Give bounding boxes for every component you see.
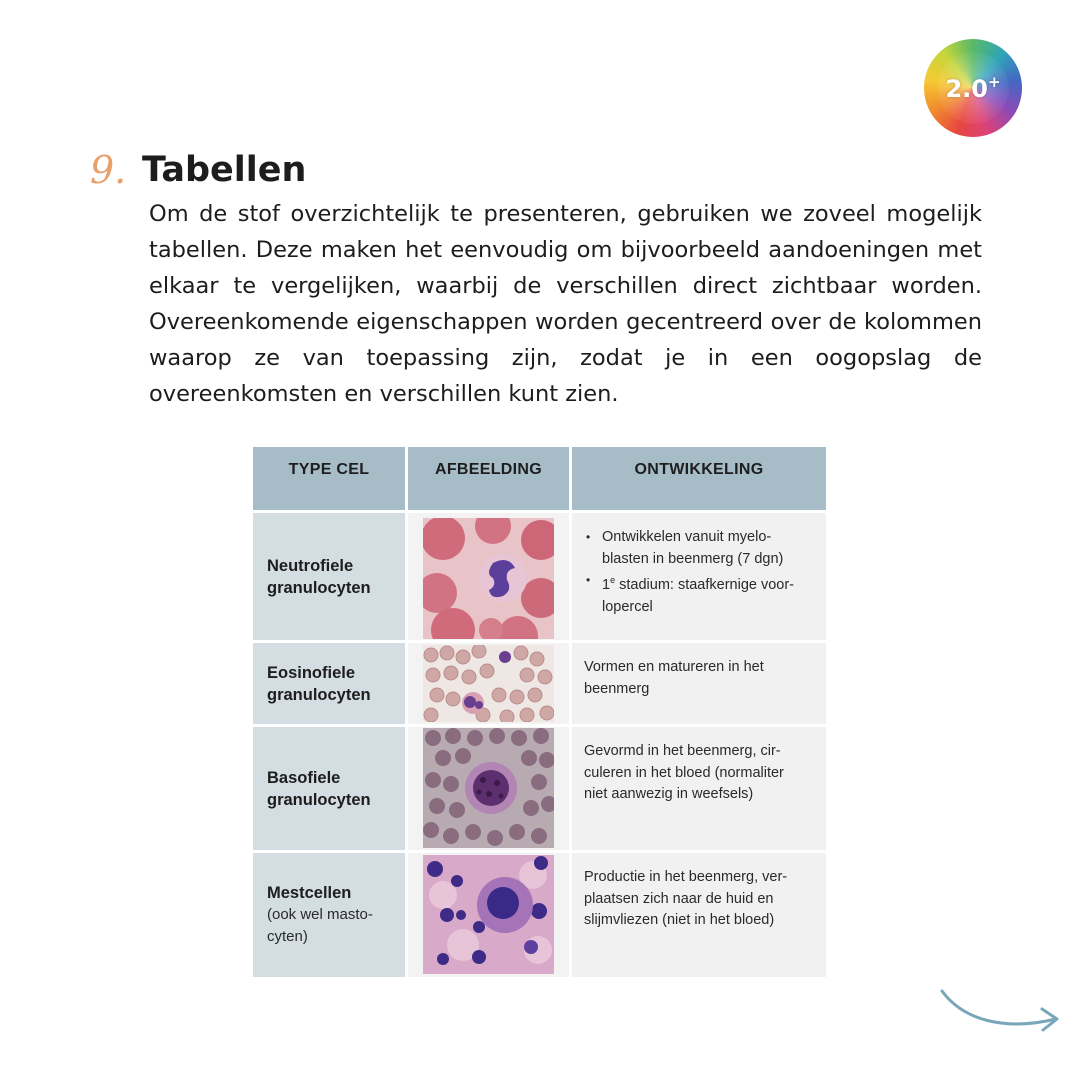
table-row-neutrofiele-image bbox=[408, 513, 569, 640]
badge-label: 2.0+ bbox=[945, 73, 1001, 103]
section-number: 9. bbox=[90, 148, 127, 192]
intro-paragraph: Om de stof overzichtelijk te presenteren, gebruiken we zoveel mogelijk tabellen. Deze maken het eenvoudig om bijvoorbeeld aandoeningen met elkaar te vergelijken, waarbij de verschillen direct zichtbaar worden. Overeenkomende eigenschappen worden gecentreerd over de kolommen waarop ze van toepassing zijn, zodat je in een oogopslag de overeenkomsten en verschillen kunt zien. bbox=[149, 201, 982, 407]
next-arrow-icon[interactable] bbox=[936, 983, 1064, 1039]
table-row-mestcellen-type: Mestcellen (ook wel masto- cyten) bbox=[253, 853, 405, 977]
table-row-eosinofiele-image bbox=[408, 643, 569, 724]
mast-cell-micrograph bbox=[423, 855, 554, 974]
list-item: • Ontwikkelen vanuit myelo- blasten in beenmerg (7 dgn) bbox=[584, 527, 814, 570]
table-row-basofiele-development: Gevormd in het beenmerg, cir- culeren in het bloed (normaliter niet aanwezig in weefsels) bbox=[572, 727, 826, 850]
cell-types-table bbox=[253, 447, 829, 979]
table-row-basofiele-image bbox=[408, 727, 569, 850]
table-row-mestcellen-development: Productie in het beenmerg, ver- plaatsen zich naar de huid en slijmvliezen (niet in het bloed) bbox=[572, 853, 826, 977]
table-row-basofiele-type: Basofiele granulocyten bbox=[253, 727, 405, 850]
neutrophil-micrograph bbox=[423, 518, 554, 639]
certification-badge-icon bbox=[924, 39, 1022, 137]
table-row-neutrofiele-development bbox=[572, 513, 826, 640]
header-ontwikkeling: ONTWIKKELING bbox=[572, 447, 826, 510]
eosinophil-micrograph bbox=[423, 645, 554, 722]
header-type-cel: TYPE CEL bbox=[253, 447, 405, 510]
list-item: • 1e stadium: staafkernige voor- lopercel bbox=[584, 570, 814, 618]
table-row-mestcellen-image bbox=[408, 853, 569, 977]
table-row-neutrofiele-type: Neutrofiele granulocyten bbox=[253, 513, 405, 640]
basophil-micrograph bbox=[423, 728, 554, 848]
section-title: Tabellen bbox=[142, 150, 307, 190]
header-afbeelding: AFBEELDING bbox=[408, 447, 569, 510]
table-row-eosinofiele-type: Eosinofiele granulocyten bbox=[253, 643, 405, 724]
table-row-eosinofiele-development: Vormen en matureren in het beenmerg bbox=[572, 643, 826, 724]
